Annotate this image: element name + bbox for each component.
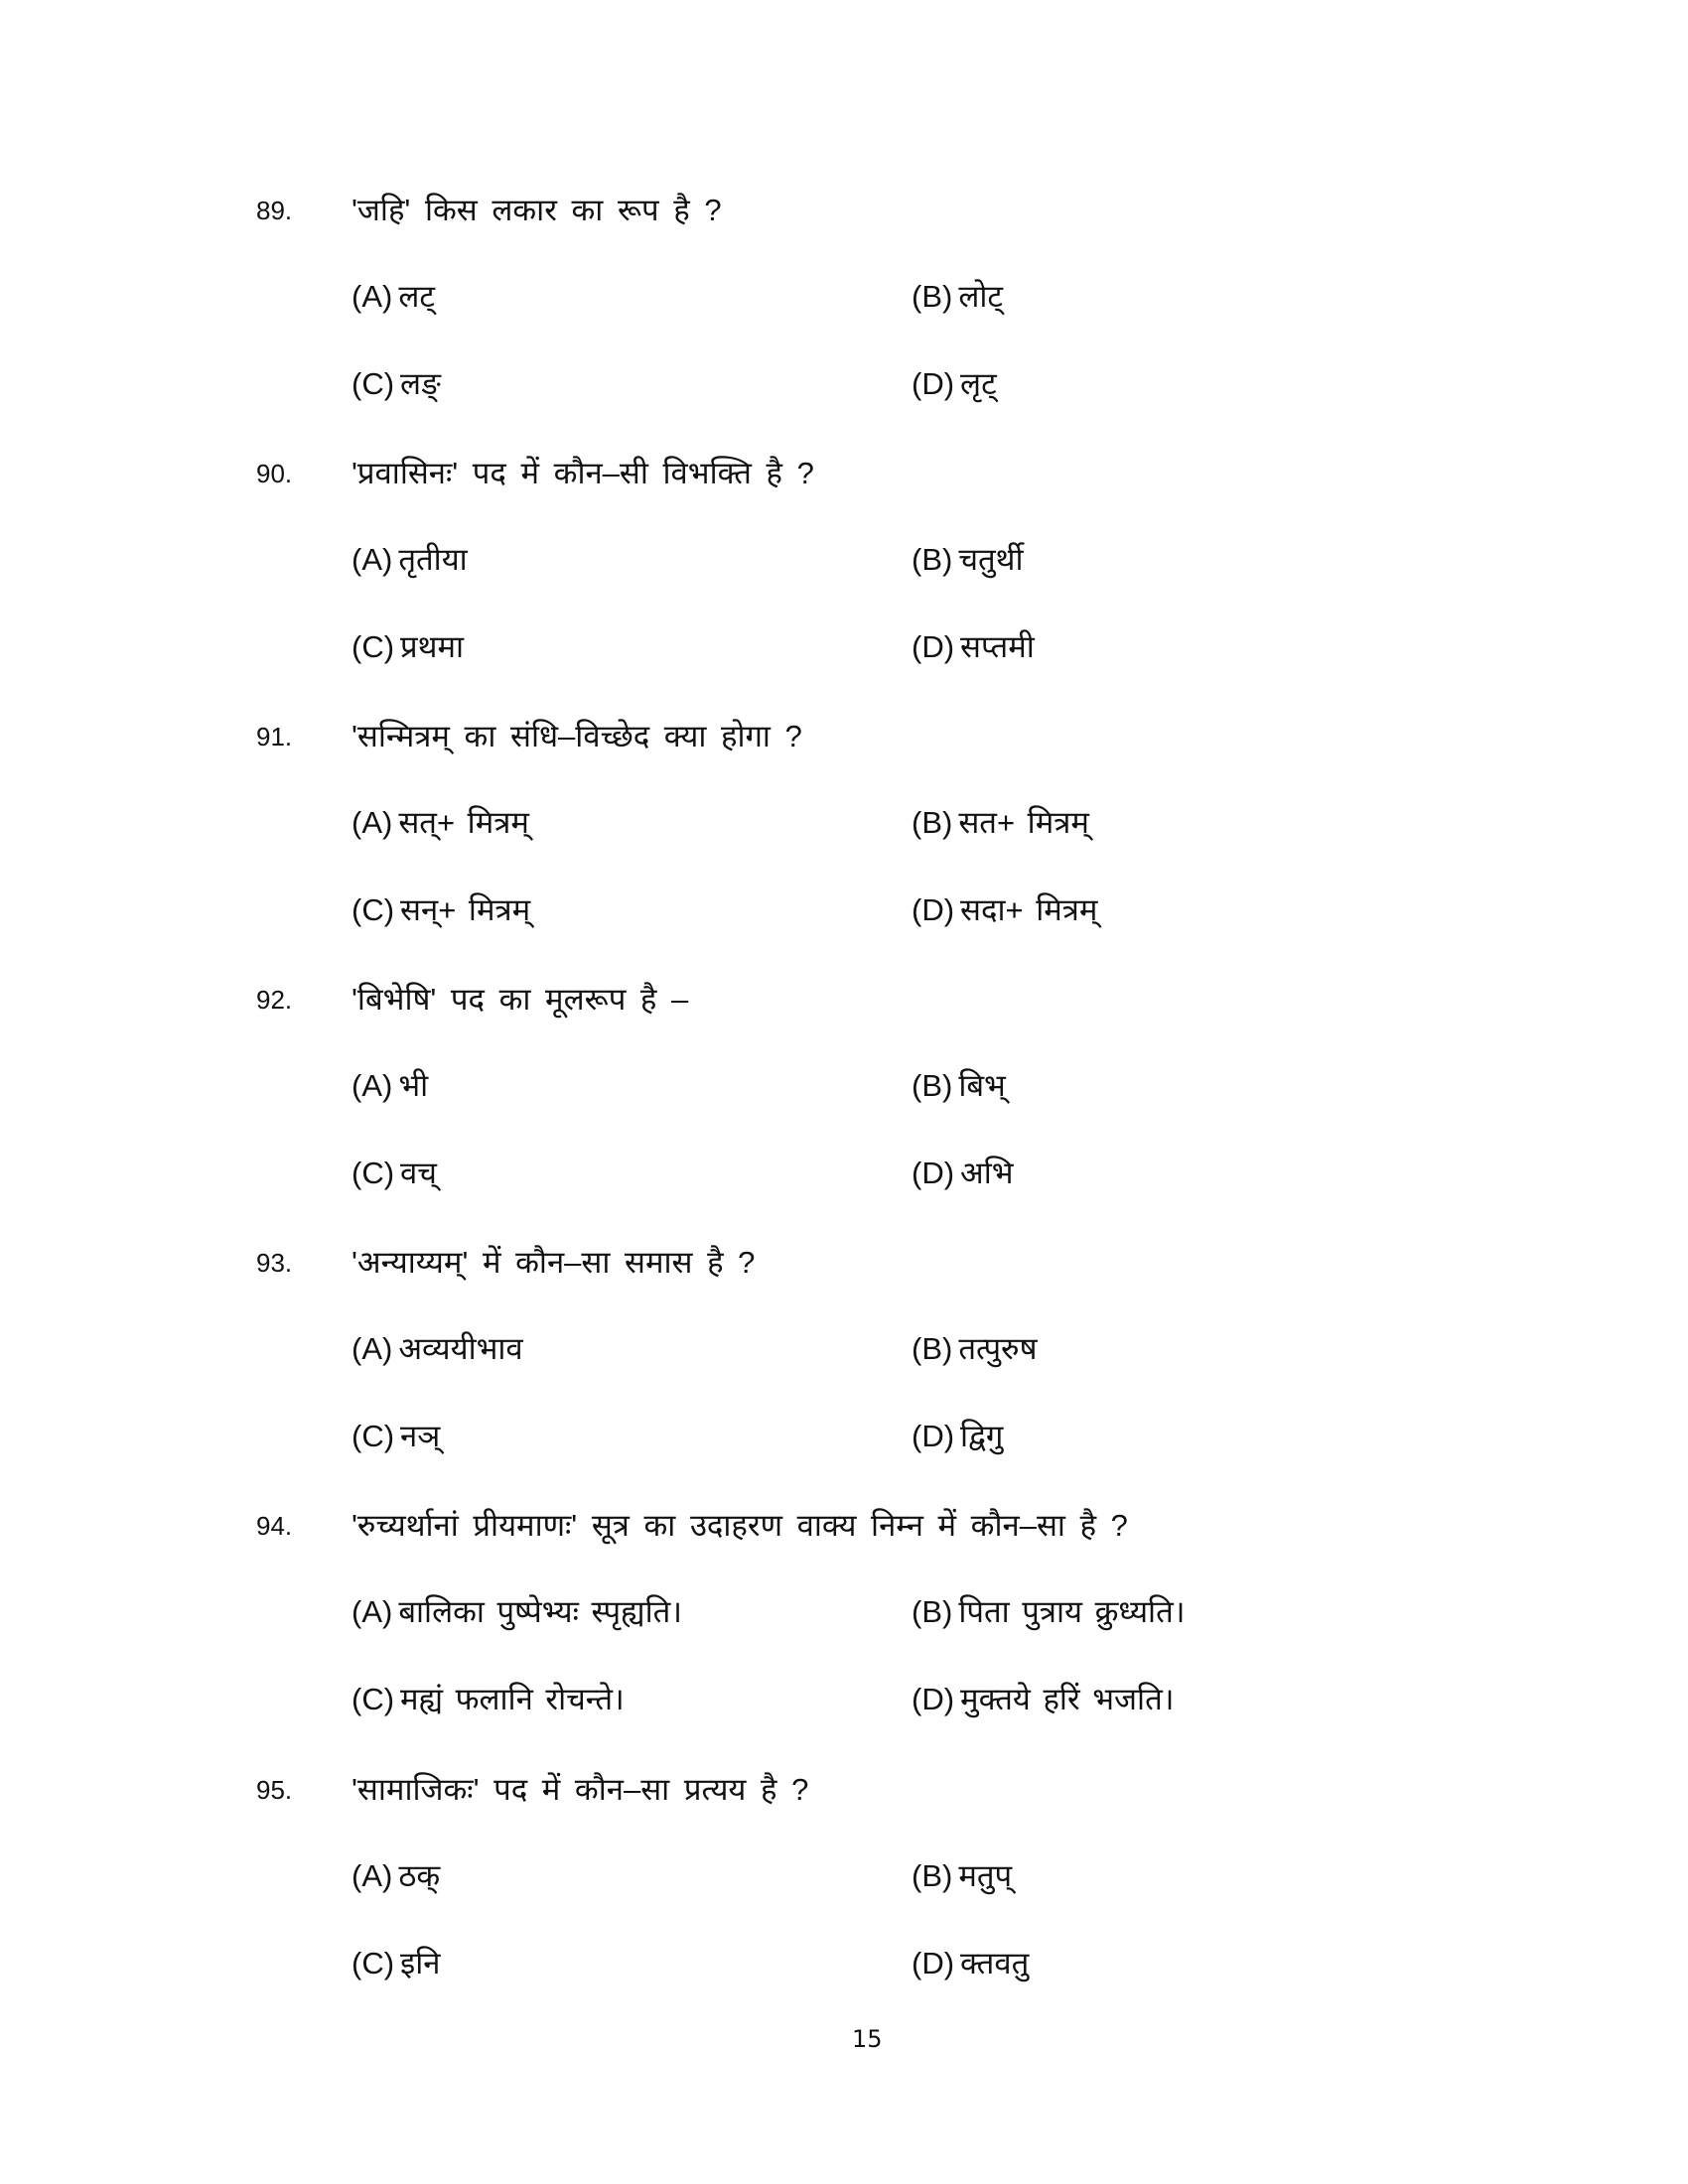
option-a[interactable] [352, 277, 435, 317]
option-label: (A) [352, 805, 393, 840]
option-text: तृतीया [398, 542, 468, 577]
option-label: (C) [352, 1946, 395, 1980]
option-label: (C) [352, 629, 395, 664]
option-label: (B) [912, 1594, 953, 1629]
option-label: (D) [912, 1682, 955, 1716]
option-label: (A) [352, 1331, 393, 1366]
option-label: (D) [912, 1156, 955, 1190]
question-89 [0, 193, 1688, 409]
option-label: (B) [912, 805, 953, 840]
option-label: (C) [352, 1156, 395, 1190]
question-text: 'जहि' किस लकार का रूप है ? [352, 193, 722, 227]
option-text: लङ् [400, 366, 441, 401]
page-number: 15 [852, 2025, 883, 2053]
option-c[interactable] [352, 1154, 437, 1193]
question-95 [0, 1772, 1688, 1988]
option-text: भी [398, 1068, 429, 1103]
option-d[interactable] [912, 1154, 1014, 1193]
option-text: चतुर्थी [958, 542, 1024, 577]
option-text: अव्ययीभाव [398, 1331, 523, 1366]
option-d[interactable] [912, 1944, 1029, 1983]
option-text: सप्तमी [960, 629, 1035, 664]
option-text: बालिका पुष्पेभ्यः स्पृह्यति। [398, 1594, 683, 1629]
question-number: 94. [256, 1511, 293, 1541]
option-text: ठक् [398, 1858, 441, 1893]
option-label: (D) [912, 629, 955, 664]
option-text: वच् [400, 1156, 437, 1190]
question-91 [0, 719, 1688, 935]
option-label: (A) [352, 542, 393, 577]
option-a[interactable] [352, 1329, 523, 1369]
option-a[interactable] [352, 1592, 682, 1632]
question-text: 'अन्याय्यम्' में कौन–सा समास है ? [352, 1245, 756, 1280]
option-d[interactable] [912, 890, 1097, 930]
question-number: 90. [256, 459, 293, 488]
option-text: नञ् [400, 1419, 441, 1453]
option-a[interactable] [352, 803, 529, 843]
option-text: सन्+ मित्रम् [400, 892, 531, 927]
question-text: 'सामाजिकः' पद में कौन–सा प्रत्यय है ? [352, 1772, 809, 1807]
option-c[interactable] [352, 1417, 440, 1456]
option-text: लोट् [958, 279, 1003, 314]
option-c[interactable] [352, 627, 464, 667]
option-label: (A) [352, 1594, 393, 1629]
option-label: (C) [352, 892, 395, 927]
option-d[interactable] [912, 627, 1035, 667]
option-label: (B) [912, 1068, 953, 1103]
option-text: सत+ मित्रम् [958, 805, 1089, 840]
question-text: 'बिभेषि' पद का मूलरूप है – [352, 982, 689, 1017]
option-c[interactable] [352, 1944, 441, 1983]
option-d[interactable] [912, 1417, 1003, 1456]
option-text: मह्यं फलानि रोचन्ते। [400, 1682, 625, 1716]
option-label: (D) [912, 366, 955, 401]
question-number: 91. [256, 722, 293, 751]
option-b[interactable] [912, 540, 1024, 580]
option-label: (D) [912, 1946, 955, 1980]
option-label: (C) [352, 1419, 395, 1453]
option-label: (D) [912, 1419, 955, 1453]
option-text: प्रथमा [400, 629, 465, 664]
option-b[interactable] [912, 1592, 1186, 1632]
option-text: लृट् [960, 366, 997, 401]
option-c[interactable] [352, 890, 530, 930]
question-number: 92. [256, 985, 293, 1015]
question-number: 95. [256, 1775, 293, 1805]
option-label: (D) [912, 892, 955, 927]
option-label: (C) [352, 1682, 395, 1716]
option-d[interactable] [912, 1680, 1175, 1719]
question-90 [0, 456, 1688, 672]
question-93 [0, 1245, 1688, 1461]
option-b[interactable] [912, 803, 1089, 843]
option-text: सदा+ मित्रम् [960, 892, 1098, 927]
option-text: अभि [960, 1156, 1014, 1190]
option-a[interactable] [352, 1856, 440, 1896]
option-label: (A) [352, 1068, 393, 1103]
option-a[interactable] [352, 540, 468, 580]
option-text: मतुप् [958, 1858, 1013, 1893]
option-c[interactable] [352, 1680, 625, 1719]
question-text: 'सन्मित्रम् का संधि–विच्छेद क्या होगा ? [352, 719, 802, 753]
option-b[interactable] [912, 1329, 1038, 1369]
option-text: मुक्तये हरिं भजति। [960, 1682, 1175, 1716]
question-number: 89. [256, 196, 293, 225]
option-a[interactable] [352, 1066, 428, 1106]
option-d[interactable] [912, 364, 997, 404]
option-text: लट् [398, 279, 435, 314]
option-b[interactable] [912, 1856, 1012, 1896]
option-label: (A) [352, 1858, 393, 1893]
option-b[interactable] [912, 277, 1003, 317]
question-94 [0, 1508, 1688, 1724]
question-number: 93. [256, 1248, 293, 1278]
option-label: (B) [912, 1331, 953, 1366]
option-c[interactable] [352, 364, 441, 404]
option-b[interactable] [912, 1066, 1006, 1106]
option-label: (B) [912, 279, 953, 314]
option-text: तत्पुरुष [958, 1331, 1038, 1366]
option-text: बिभ् [958, 1068, 1006, 1103]
option-label: (B) [912, 542, 953, 577]
question-92 [0, 982, 1688, 1198]
option-text: सत्+ मित्रम् [398, 805, 529, 840]
option-label: (B) [912, 1858, 953, 1893]
question-text: 'रुच्यर्थानां प्रीयमाणः' सूत्र का उदाहरण वाक्य निम्न में कौन–सा है ? [352, 1508, 1128, 1543]
option-text: पिता पुत्राय क्रुध्यति। [958, 1594, 1186, 1629]
option-label: (C) [352, 366, 395, 401]
option-label: (A) [352, 279, 393, 314]
option-text: इनि [400, 1946, 441, 1980]
question-text: 'प्रवासिनः' पद में कौन–सी विभक्ति है ? [352, 456, 814, 490]
option-text: क्तवतु [960, 1946, 1030, 1980]
option-text: द्विगु [960, 1419, 1004, 1453]
